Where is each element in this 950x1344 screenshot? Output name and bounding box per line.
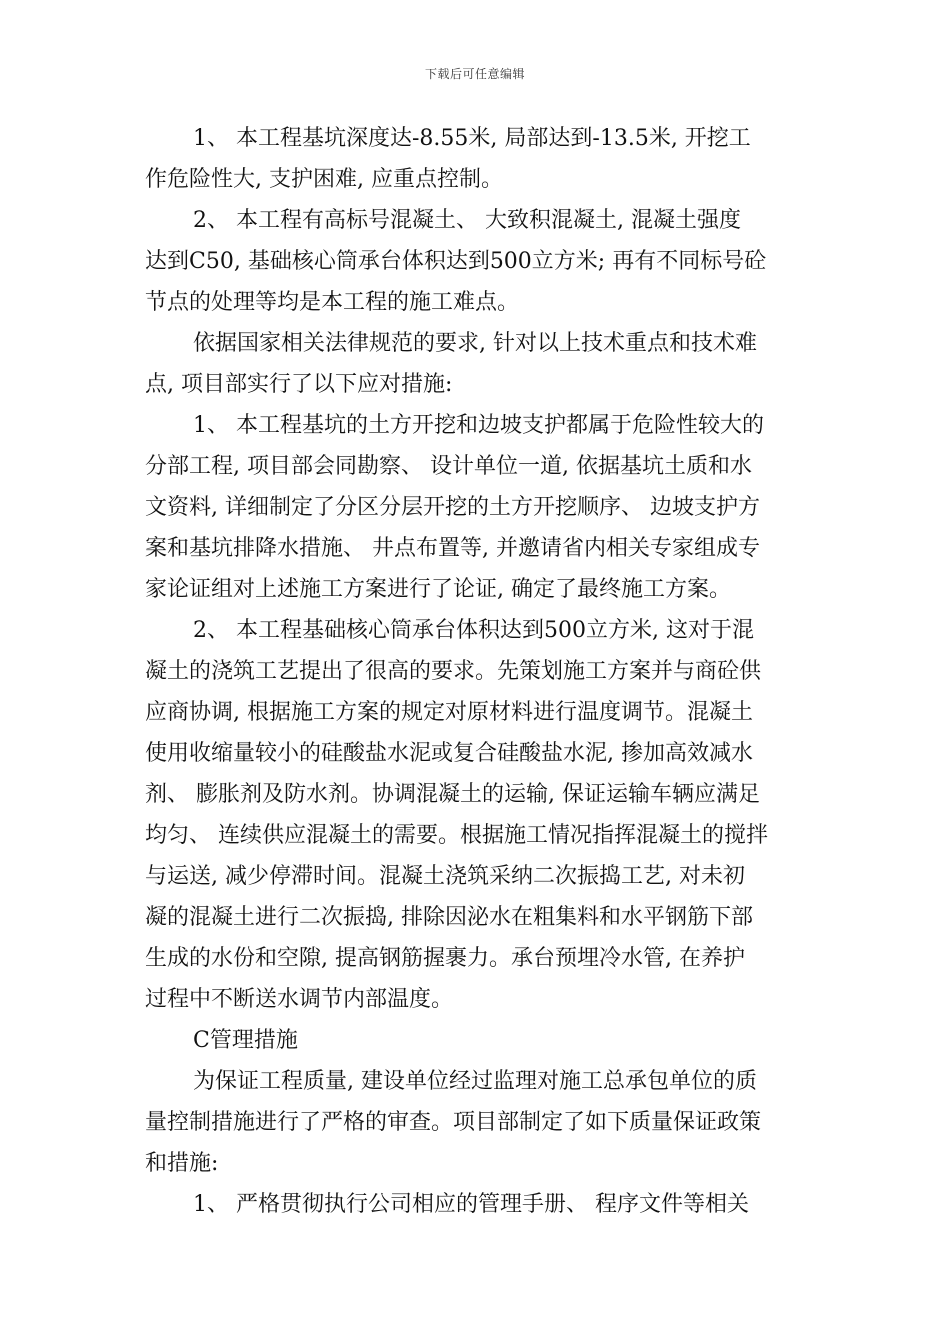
text-line: 凝的混凝土进行二次振捣, 排除因泌水在粗集料和水平钢筋下部 <box>145 905 753 930</box>
paragraph <box>145 200 805 323</box>
text-line: 1、 本工程基坑深度达-8.55米, 局部达到-13.5米, 开挖工 <box>193 126 751 151</box>
text-line: 1、 严格贯彻执行公司相应的管理手册、 程序文件等相关 <box>193 1192 749 1217</box>
text-line: 过程中不断送水调节内部温度。 <box>145 987 454 1012</box>
text-line: 2、 本工程基础核心筒承台体积达到500立方米, 这对于混 <box>193 618 754 643</box>
text-line: 点, 项目部实行了以下应对措施: <box>145 372 453 397</box>
text-line: 为保证工程质量, 建设单位经过监理对施工总承包单位的质 <box>193 1069 757 1094</box>
text-line: 使用收缩量较小的硅酸盐水泥或复合硅酸盐水泥, 掺加高效减水 <box>145 741 753 766</box>
text-line: 达到C50, 基础核心筒承台体积达到500立方米; 再有不同标号砼 <box>145 249 767 274</box>
text-line: 生成的水份和空隙, 提高钢筋握裹力。承台预埋冷水管, 在养护 <box>145 946 745 971</box>
paragraph <box>145 1184 805 1225</box>
text-line: 应商协调, 根据施工方案的规定对原材料进行温度调节。混凝土 <box>145 700 753 725</box>
text-line: 文资料, 详细制定了分区分层开挖的土方开挖顺序、 边坡支护方 <box>145 495 760 520</box>
text-line: 家论证组对上述施工方案进行了论证, 确定了最终施工方案。 <box>145 577 731 602</box>
text-line: 均匀、 连续供应混凝土的需要。根据施工情况指挥混凝土的搅拌 <box>145 823 768 848</box>
paragraph <box>145 405 805 610</box>
document-body <box>145 118 805 1225</box>
paragraph <box>145 1061 805 1184</box>
page-header: 下载后可任意编辑 <box>424 67 525 81</box>
paragraph <box>145 610 805 1020</box>
section-heading <box>145 1020 805 1061</box>
text-line: 和措施: <box>145 1151 219 1176</box>
text-line: 分部工程, 项目部会同勘察、 设计单位一道, 依据基坑土质和水 <box>145 454 752 479</box>
text-line: 作危险性大, 支护困难, 应重点控制。 <box>145 167 503 192</box>
text-line: C管理措施 <box>193 1028 298 1053</box>
text-line: 剂、 膨胀剂及防水剂。协调混凝土的运输, 保证运输车辆应满足 <box>145 782 760 807</box>
text-line: 2、 本工程有高标号混凝土、 大致积混凝土, 混凝土强度 <box>193 208 741 233</box>
paragraph <box>145 323 805 405</box>
paragraph <box>145 118 805 200</box>
text-line: 1、 本工程基坑的土方开挖和边坡支护都属于危险性较大的 <box>193 413 764 438</box>
text-line: 量控制措施进行了严格的审查。项目部制定了如下质量保证政策 <box>145 1110 762 1135</box>
text-line: 案和基坑排降水措施、 井点布置等, 并邀请省内相关专家组成专 <box>145 536 760 561</box>
text-line: 依据国家相关法律规范的要求, 针对以上技术重点和技术难 <box>193 331 757 356</box>
text-line: 节点的处理等均是本工程的施工难点。 <box>145 290 520 315</box>
text-line: 与运送, 减少停滞时间。混凝土浇筑采纳二次振捣工艺, 对未初 <box>145 864 745 889</box>
text-line: 凝土的浇筑工艺提出了很高的要求。先策划施工方案并与商砼供 <box>145 659 762 684</box>
